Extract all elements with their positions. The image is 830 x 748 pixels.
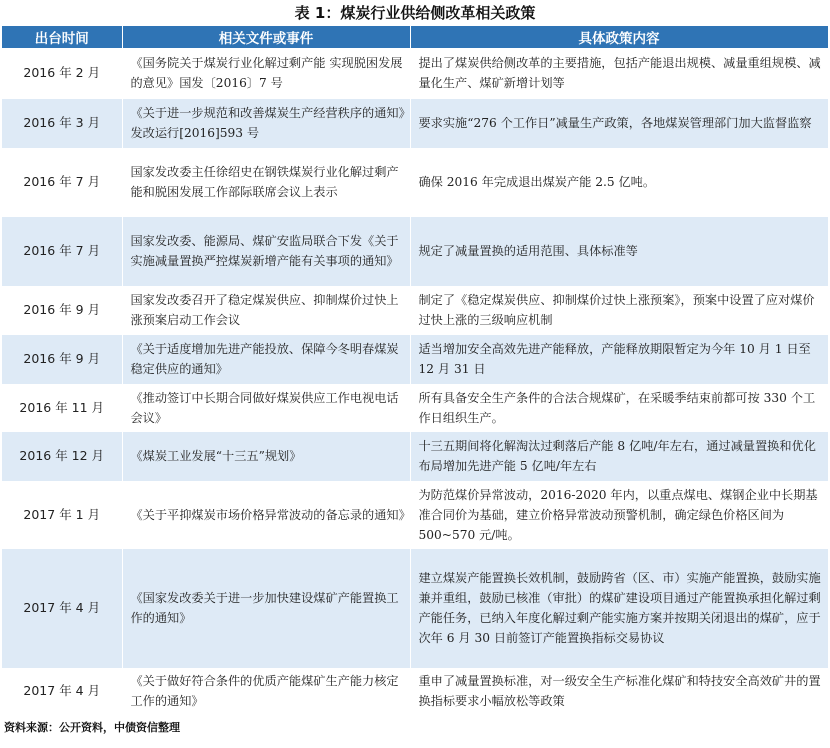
table-header-row bbox=[2, 26, 828, 48]
cell-date: 2016 年 12 月 bbox=[2, 431, 122, 481]
table-row bbox=[2, 548, 828, 668]
table-row bbox=[2, 98, 828, 148]
cell-content: 规定了减量置换的适用范围、具体标准等 bbox=[410, 216, 828, 286]
table-row bbox=[2, 148, 828, 216]
cell-date: 2016 年 9 月 bbox=[2, 334, 122, 384]
source-note: 资料来源：公开资料，中债资信整理 bbox=[4, 720, 180, 734]
cell-date: 2016 年 7 月 bbox=[2, 148, 122, 216]
table-row bbox=[2, 216, 828, 286]
cell-content: 重申了减量置换标准，对一级安全生产标准化煤矿和特技安全高效矿井的置换指标要求小幅放松等政策 bbox=[410, 668, 828, 714]
table-row bbox=[2, 48, 828, 98]
cell-content: 为防范煤价异常波动，2016-2020 年内，以重点煤电、煤钢企业中长期基准合同价为基础，建立价格异常波动预警机制，确定绿色价格区间为 500~570 元/吨。 bbox=[410, 481, 828, 548]
cell-content: 所有具备安全生产条件的合法合规煤矿，在采暖季结束前都可按 330 个工作日组织生产。 bbox=[410, 384, 828, 431]
cell-content: 提出了煤炭供给侧改革的主要措施，包括产能退出规模、减量重组规模、减量化生产、煤矿新增计划等 bbox=[410, 48, 828, 98]
cell-content: 确保 2016 年完成退出煤炭产能 2.5 亿吨。 bbox=[410, 148, 828, 216]
table-title: 表 1：煤炭行业供给侧改革相关政策 bbox=[294, 4, 536, 22]
cell-content: 制定了《稳定煤炭供应、抑制煤价过快上涨预案》，预案中设置了应对煤价过快上涨的三级响应机制 bbox=[410, 286, 828, 334]
cell-event: 国家发改委、能源局、煤矿安监局联合下发《关于实施减量置换严控煤炭新增产能有关事项的通知》 bbox=[122, 216, 410, 286]
cell-event: 《关于平抑煤炭市场价格异常波动的备忘录的通知》 bbox=[122, 481, 410, 548]
table-row bbox=[2, 334, 828, 384]
cell-event: 《煤炭工业发展“十三五”规划》 bbox=[122, 431, 410, 481]
cell-date: 2016 年 9 月 bbox=[2, 286, 122, 334]
header-event: 相关文件或事件 bbox=[122, 26, 410, 48]
cell-event: 《国家发改委关于进一步加快建设煤矿产能置换工作的通知》 bbox=[122, 548, 410, 668]
cell-date: 2016 年 3 月 bbox=[2, 98, 122, 148]
cell-date: 2016 年 2 月 bbox=[2, 48, 122, 98]
cell-event: 国家发改委主任徐绍史在钢铁煤炭行业化解过剩产能和脱困发展工作部际联席会议上表示 bbox=[122, 148, 410, 216]
cell-content: 十三五期间将化解淘汰过剩落后产能 8 亿吨/年左右，通过减量置换和优化布局增加先进产能 5 亿吨/年左右 bbox=[410, 431, 828, 481]
cell-event: 《关于适度增加先进产能投放、保障今冬明春煤炭稳定供应的通知》 bbox=[122, 334, 410, 384]
cell-content: 要求实施“276 个工作日”减量生产政策，各地煤炭管理部门加大监督监察 bbox=[410, 98, 828, 148]
cell-content: 建立煤炭产能置换长效机制，鼓励跨省（区、市）实施产能置换，鼓励实施兼并重组，鼓励已核准（审批）的煤矿建设项目通过产能置换承担化解过剩产能任务，已纳入年度化解过剩产能实施方案并按期关闭退出的煤矿，应于次年 6 月 30 日前签订产能置换指标交易协议 bbox=[410, 548, 828, 668]
table-row bbox=[2, 384, 828, 431]
table-row bbox=[2, 286, 828, 334]
cell-event: 《推动签订中长期合同做好煤炭供应工作电视电话会议》 bbox=[122, 384, 410, 431]
cell-content: 适当增加安全高效先进产能释放，产能释放期限暂定为今年 10 月 1 日至 12 月 31 日 bbox=[410, 334, 828, 384]
table-row bbox=[2, 668, 828, 714]
cell-date: 2016 年 7 月 bbox=[2, 216, 122, 286]
cell-date: 2017 年 1 月 bbox=[2, 481, 122, 548]
table-row bbox=[2, 481, 828, 548]
policy-table bbox=[2, 26, 829, 715]
table-row bbox=[2, 431, 828, 481]
cell-event: 《国务院关于煤炭行业化解过剩产能 实现脱困发展的意见》国发〔2016〕7 号 bbox=[122, 48, 410, 98]
cell-event: 国家发改委召开了稳定煤炭供应、抑制煤价过快上涨预案启动工作会议 bbox=[122, 286, 410, 334]
cell-date: 2017 年 4 月 bbox=[2, 668, 122, 714]
cell-date: 2017 年 4 月 bbox=[2, 548, 122, 668]
cell-event: 《关于进一步规范和改善煤炭生产经营秩序的通知》发改运行[2016]593 号 bbox=[122, 98, 410, 148]
cell-event: 《关于做好符合条件的优质产能煤矿生产能力核定工作的通知》 bbox=[122, 668, 410, 714]
header-content: 具体政策内容 bbox=[410, 26, 828, 48]
header-date: 出台时间 bbox=[2, 26, 122, 48]
cell-date: 2016 年 11 月 bbox=[2, 384, 122, 431]
